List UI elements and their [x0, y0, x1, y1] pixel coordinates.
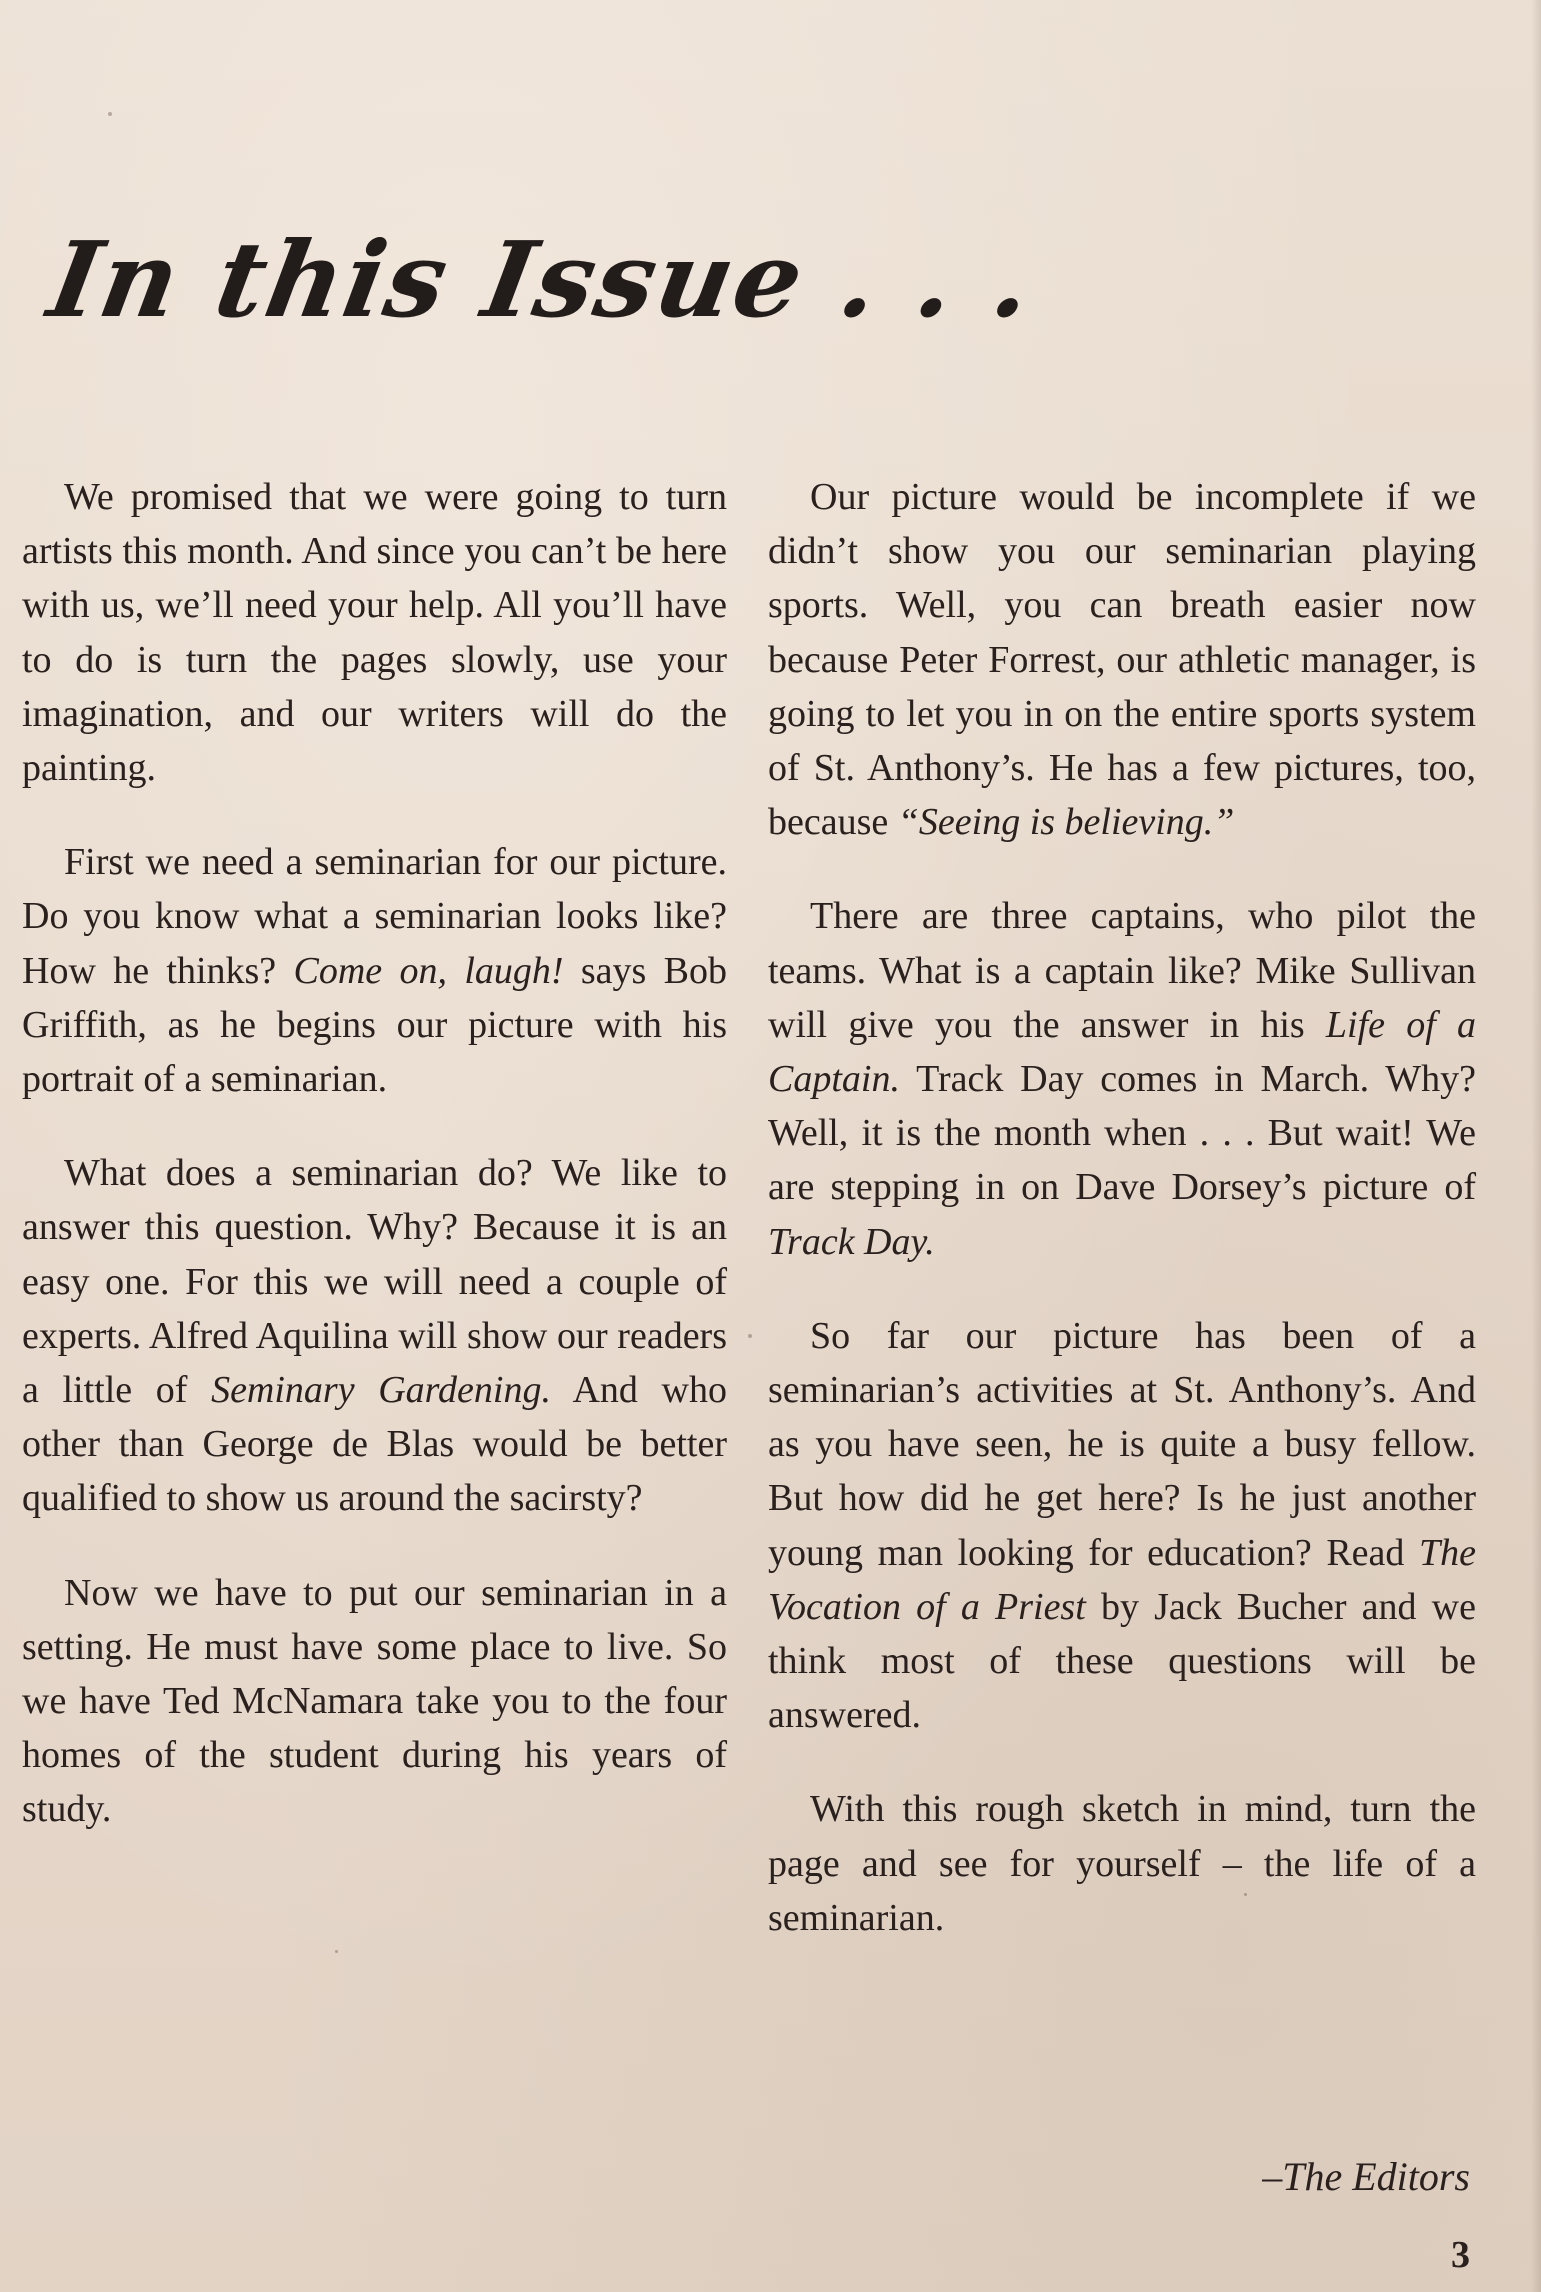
paragraph — [768, 1782, 1476, 1945]
paragraph — [768, 470, 1476, 849]
paragraph — [22, 1146, 727, 1525]
italic-quote: “Seeing is believing.” — [897, 801, 1235, 844]
text-run: And who other than George de Blas would be better qualified to show us around the sacirsty? — [22, 1369, 727, 1520]
editors-signature: –The Editors — [1262, 2154, 1470, 2199]
text-run: Our picture would be incomplete if we didn’t show you our seminarian playing sports. Well, you can breath easier now because Peter Forrest, our athletic manager, is going to let you in on the entire sports system of St. Anthony’s. He has a few pictures, too, because — [768, 476, 1476, 844]
page-edge-shadow — [1531, 0, 1541, 2292]
text-run: What does a seminarian do? We like to answer this question. Why? Because it is an easy one. For this we will need a couple of experts. Alfred Aquilina will show our readers a little of — [22, 1152, 727, 1412]
article-title: Life of a Captain. — [768, 1003, 1476, 1101]
paragraph — [22, 1566, 727, 1837]
text-run: by Jack Bucher and we think most of these questions will be answered. — [768, 1585, 1476, 1737]
text-run: Track Day comes in March. Why? Well, it is the month when . . . But wait! We are stepping in on Dave Dorsey’s picture of — [768, 1058, 1476, 1209]
text-run: says Bob Griffith, as he begins our picture with his portrait of a seminarian. — [22, 949, 727, 1101]
italic-quote: Come on, laugh! — [293, 949, 564, 992]
paper-speck — [335, 1950, 338, 1953]
article-title: Track Day. — [768, 1220, 935, 1263]
paper-speck — [108, 112, 112, 116]
text-run: With this rough sketch in mind, turn the page and see for yourself – the life of a seminarian. — [768, 1788, 1476, 1939]
paragraph — [768, 1309, 1476, 1743]
paper-speck — [748, 1334, 752, 1338]
page-heading: In this Issue . . . — [40, 218, 1044, 341]
page-number: 3 — [1451, 2234, 1470, 2276]
paragraph — [22, 470, 727, 795]
text-run: We promised that we were going to turn artists this month. And since you can’t be here with us, we’ll need your help. All you’ll have to do is turn the pages slowly, use your imagination, and our writers will do the painting. — [22, 476, 727, 790]
text-run: There are three captains, who pilot the teams. What is a captain like? Mike Sullivan will give you the answer in his — [768, 895, 1476, 1046]
paper-speck — [1244, 1893, 1247, 1896]
left-column — [22, 470, 727, 1837]
paragraph — [768, 889, 1476, 1268]
paragraph — [22, 835, 727, 1106]
article-title: Seminary Gardening. — [211, 1369, 551, 1412]
right-column — [768, 470, 1476, 1945]
text-run: First we need a seminarian for our picture. Do you know what a seminarian looks like? How he thinks? — [22, 841, 727, 992]
text-run: So far our picture has been of a seminarian’s activities at St. Anthony’s. And as you have seen, he is quite a busy fellow. But how did he get here? Is he just another young man looking for education? Read — [768, 1314, 1476, 1574]
article-title: The Vocation of a Priest — [768, 1531, 1476, 1628]
text-run: Now we have to put our seminarian in a setting. He must have some place to live. So we have Ted McNamara take you to the four homes of the student during his years of study. — [22, 1571, 727, 1831]
